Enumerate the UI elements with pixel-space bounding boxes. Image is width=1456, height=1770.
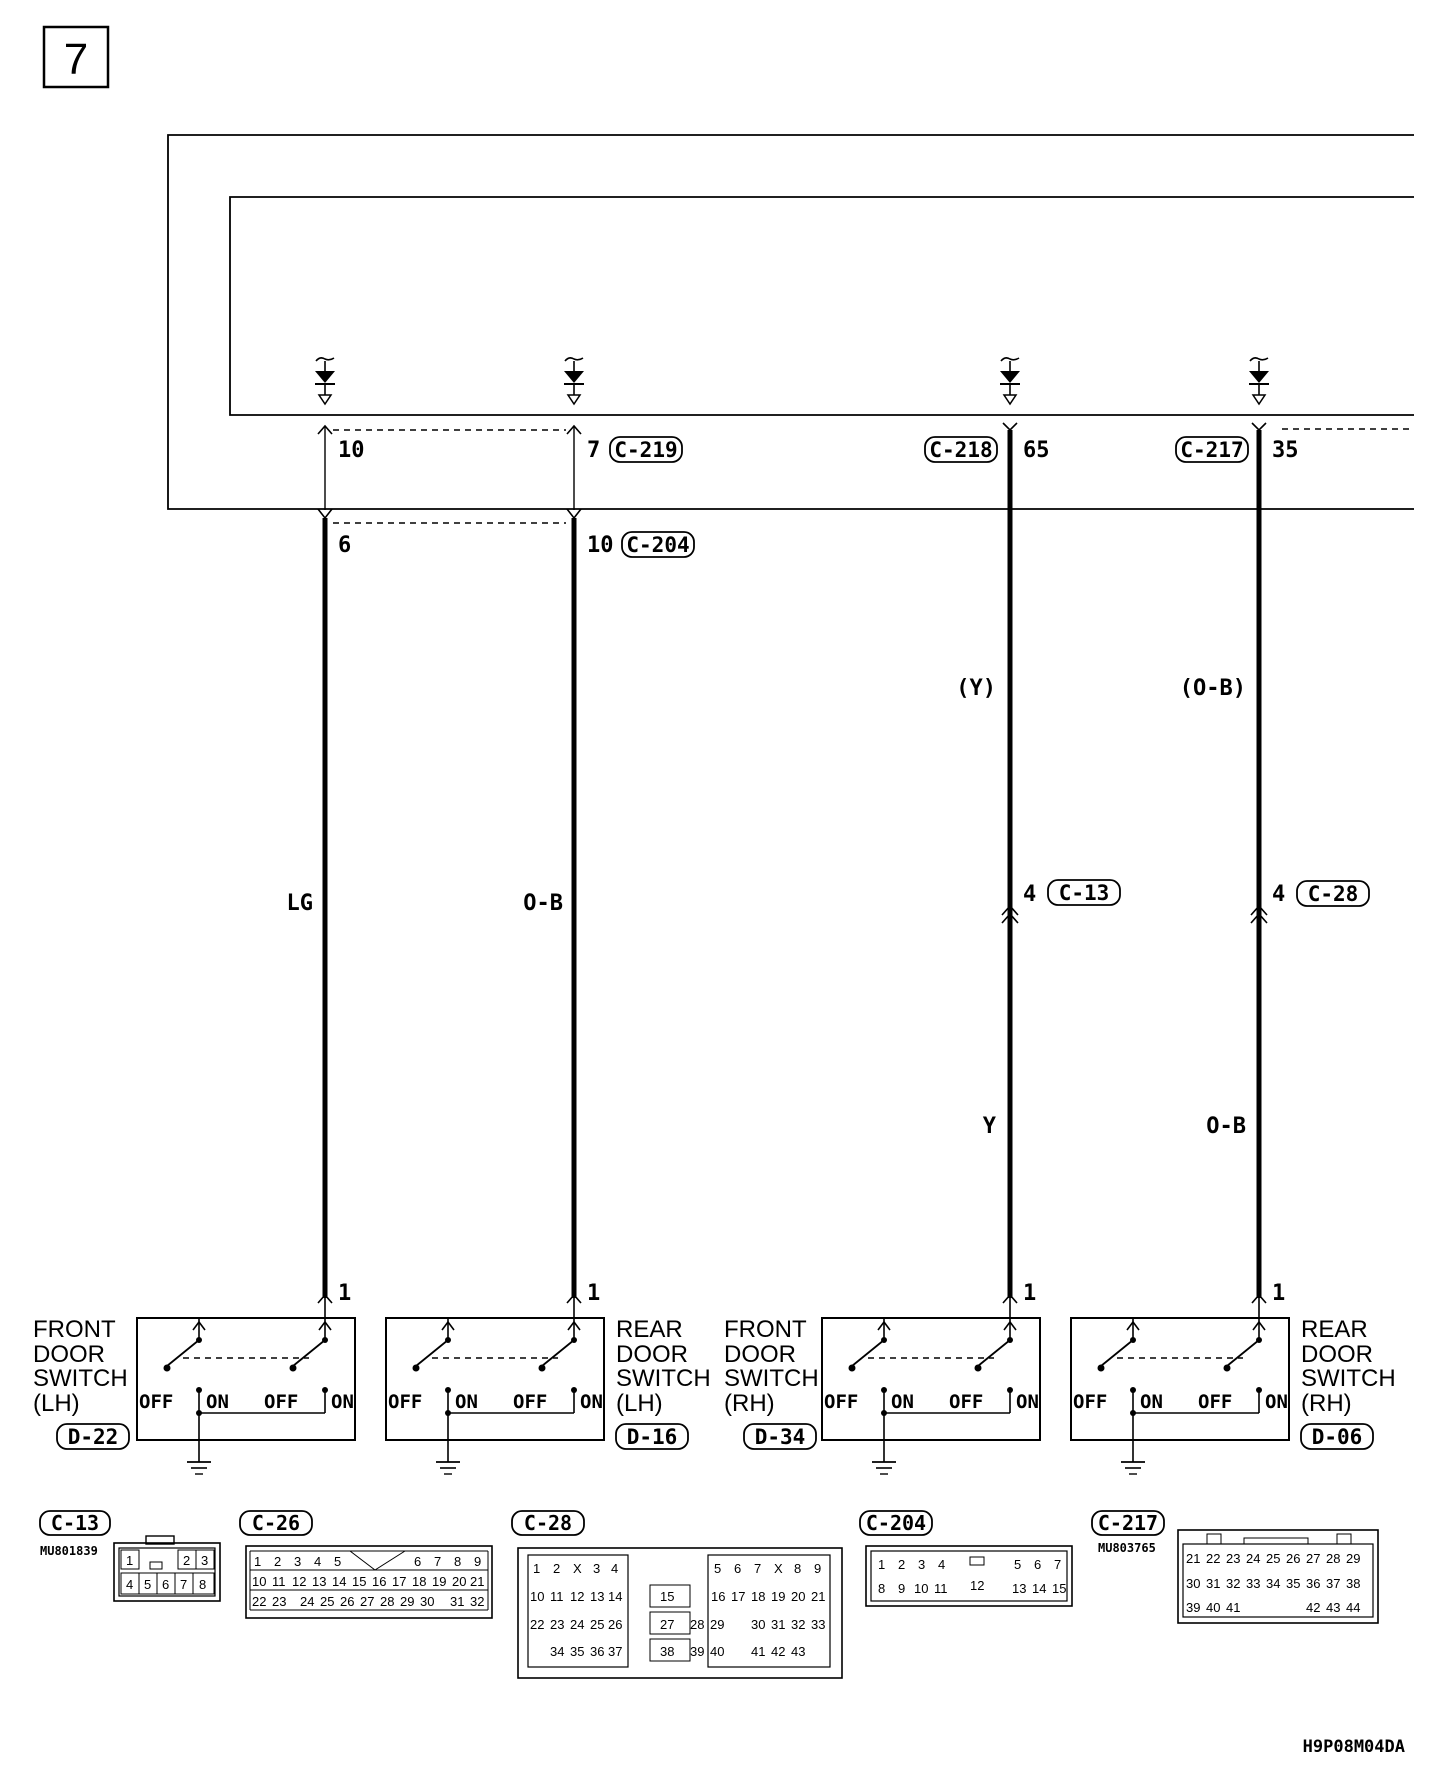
switch-box: [386, 1318, 604, 1440]
pin: X: [774, 1561, 783, 1576]
wire-ob2-upper-color: (O-B): [1179, 676, 1246, 701]
pin: 8: [878, 1581, 886, 1596]
pin: 24: [300, 1594, 315, 1609]
pin: 33: [811, 1617, 826, 1632]
pin: 3: [201, 1553, 209, 1568]
switch-label-line: FRONT: [724, 1316, 807, 1343]
pin: X: [573, 1561, 582, 1576]
switch-label-line: DOOR: [616, 1341, 688, 1368]
switch-on-label: ON: [1016, 1391, 1039, 1413]
pin: 9: [898, 1581, 906, 1596]
pin: 11: [934, 1581, 948, 1596]
pin: 24: [570, 1617, 585, 1632]
pin: 2: [183, 1553, 191, 1568]
pin: 29: [710, 1617, 725, 1632]
pin: 26: [340, 1594, 355, 1609]
pin: 27: [360, 1594, 375, 1609]
connector-c28-label: C-28: [1307, 882, 1359, 906]
pin: 35: [570, 1644, 585, 1659]
pin: 23: [550, 1617, 565, 1632]
pin: 29: [400, 1594, 415, 1609]
pin: 41: [1226, 1600, 1241, 1615]
pin: 12: [970, 1578, 985, 1593]
wire-y-top-pin: 65: [1023, 438, 1050, 463]
switch-conn-label: D-34: [754, 1425, 806, 1449]
wire-ob2-switch-pin: 1: [1272, 1281, 1286, 1306]
pin: 7: [754, 1561, 762, 1576]
pin: 31: [450, 1594, 465, 1609]
pin: 31: [1206, 1576, 1221, 1591]
ground-icon: [1121, 1440, 1145, 1474]
pin: 3: [294, 1554, 302, 1569]
pin: 8: [199, 1577, 207, 1592]
pin: 4: [938, 1557, 946, 1572]
pin: 28: [1326, 1551, 1341, 1566]
pin: 20: [791, 1589, 806, 1604]
conn-c217-name: C-217: [1097, 1511, 1159, 1535]
conn-c26-name: C-26: [251, 1511, 301, 1535]
pin: 19: [771, 1589, 786, 1604]
connector-c217-label: C-217: [1180, 438, 1244, 462]
pin: 9: [474, 1554, 482, 1569]
pin: 21: [811, 1589, 826, 1604]
switch-off-label: OFF: [824, 1391, 859, 1413]
switch-off-label: OFF: [139, 1391, 174, 1413]
pin: 1: [533, 1561, 541, 1576]
switch-box: [822, 1318, 1040, 1440]
pin: 19: [432, 1574, 447, 1589]
pin: 16: [372, 1574, 387, 1589]
wire-ob-top-pin: 7: [587, 438, 601, 463]
ground-icon: [872, 1440, 896, 1474]
switch-conn-label: D-06: [1311, 1425, 1363, 1449]
pin: 12: [570, 1589, 585, 1604]
switch-off-label: OFF: [513, 1391, 548, 1413]
pin: 21: [470, 1574, 485, 1589]
switch-off-label: OFF: [1073, 1391, 1108, 1413]
switch-label-line: (RH): [1301, 1390, 1352, 1417]
pin: 4: [126, 1577, 134, 1592]
switch-conn-label: D-22: [67, 1425, 119, 1449]
pin: 7: [180, 1577, 188, 1592]
pin: 2: [553, 1561, 561, 1576]
pin: 25: [320, 1594, 335, 1609]
connector-c218-label: C-218: [929, 438, 993, 462]
pin: 13: [590, 1589, 605, 1604]
pin: 6: [414, 1554, 422, 1569]
figure-code: H9P08M04DA: [1302, 1737, 1405, 1757]
pin: 7: [434, 1554, 442, 1569]
diode-icon: [315, 358, 335, 404]
connector-c13-label: C-13: [1058, 881, 1110, 905]
pin: 28: [380, 1594, 395, 1609]
wire-ob2-mid-pin: 4: [1272, 882, 1286, 907]
switch-label-line: DOOR: [724, 1341, 796, 1368]
conn-c13-name: C-13: [50, 1511, 100, 1535]
pin: 14: [332, 1574, 347, 1589]
wire-lg-bottom-pin: 6: [338, 533, 352, 558]
wire-y-lower-color: Y: [982, 1114, 996, 1139]
inner-module-outline: [230, 197, 1414, 415]
switch-label-line: DOOR: [33, 1341, 105, 1368]
pin: 33: [1246, 1576, 1261, 1591]
pin: 8: [794, 1561, 802, 1576]
pin: 9: [814, 1561, 822, 1576]
connector-c204-label: C-204: [626, 533, 690, 557]
pin: 14: [608, 1589, 623, 1604]
pin: 31: [771, 1617, 786, 1632]
pin: 13: [1012, 1581, 1027, 1596]
pin: 1: [878, 1557, 886, 1572]
pin: 21: [1186, 1551, 1201, 1566]
pin: 13: [312, 1574, 327, 1589]
pin: 32: [1226, 1576, 1241, 1591]
wire-o-b-left: [567, 426, 581, 1318]
page-number: 7: [63, 35, 89, 84]
pin: 10: [530, 1589, 545, 1604]
pin: 11: [550, 1589, 564, 1604]
ground-icon: [436, 1440, 460, 1474]
pin: 2: [274, 1554, 282, 1569]
conn-c204-name: C-204: [865, 1511, 927, 1535]
pin: 37: [608, 1644, 623, 1659]
pin: 27: [660, 1617, 675, 1632]
pin: 43: [1326, 1600, 1341, 1615]
switch-label-line: REAR: [616, 1316, 683, 1343]
pin: 17: [731, 1589, 746, 1604]
wire-o-b-right: [1251, 423, 1267, 1318]
pin: 6: [734, 1561, 742, 1576]
wire-lg-switch-pin: 1: [338, 1281, 352, 1306]
pin: 23: [1226, 1551, 1241, 1566]
pin: 32: [791, 1617, 806, 1632]
pin: 15: [660, 1589, 675, 1604]
pin: 22: [252, 1594, 267, 1609]
switch-label-line: (LH): [616, 1390, 663, 1417]
pin: 29: [1346, 1551, 1361, 1566]
pin: 38: [1346, 1576, 1361, 1591]
pin: 30: [751, 1617, 766, 1632]
pin: 16: [711, 1589, 726, 1604]
diode-icon: [564, 358, 584, 404]
pin: 24: [1246, 1551, 1261, 1566]
pin: 42: [771, 1644, 786, 1659]
pin: 3: [918, 1557, 926, 1572]
pin: 32: [470, 1594, 485, 1609]
pin: 2: [898, 1557, 906, 1572]
pin: 18: [412, 1574, 427, 1589]
ground-icon: [187, 1440, 211, 1474]
connector-c219-label: C-219: [614, 438, 678, 462]
wire-y-switch-pin: 1: [1023, 1281, 1037, 1306]
wire-lg-top-pin: 10: [338, 438, 365, 463]
pin: 30: [420, 1594, 435, 1609]
pin: 26: [608, 1617, 623, 1632]
switch-box: [1071, 1318, 1289, 1440]
pin: 6: [162, 1577, 170, 1592]
pin: 4: [314, 1554, 322, 1569]
pin: 27: [1306, 1551, 1321, 1566]
diode-icon: [1249, 358, 1269, 404]
pin: 28: [690, 1617, 705, 1632]
pin: 39: [690, 1644, 705, 1659]
switch-label-line: SWITCH: [1301, 1365, 1396, 1392]
pin: 3: [593, 1561, 601, 1576]
pin: 22: [530, 1617, 545, 1632]
pin: 14: [1032, 1581, 1047, 1596]
pin: 38: [660, 1644, 675, 1659]
pin: 41: [751, 1644, 766, 1659]
switch-on-label: ON: [331, 1391, 354, 1413]
wire-ob-color: O-B: [523, 891, 563, 916]
switch-conn-label: D-16: [626, 1425, 678, 1449]
switch-on-label: ON: [580, 1391, 603, 1413]
pin: 42: [1306, 1600, 1321, 1615]
pin: 6: [1034, 1557, 1042, 1572]
switch-on-label: ON: [455, 1391, 478, 1413]
pin: 37: [1326, 1576, 1341, 1591]
pin: 1: [254, 1554, 262, 1569]
pin: 7: [1054, 1557, 1062, 1572]
pin: 25: [590, 1617, 605, 1632]
pin: 17: [392, 1574, 407, 1589]
pin: 10: [252, 1574, 267, 1589]
wire-y-mid-pin: 4: [1023, 882, 1037, 907]
wire-lg: [318, 426, 332, 1318]
pin: 22: [1206, 1551, 1221, 1566]
switch-label-line: SWITCH: [724, 1365, 819, 1392]
pin: 26: [1286, 1551, 1301, 1566]
conn-c28-name: C-28: [523, 1511, 573, 1535]
pin: 23: [272, 1594, 287, 1609]
wire-ob2-lower-color: O-B: [1206, 1114, 1246, 1139]
wire-y-upper-color: (Y): [956, 676, 996, 701]
switch-label-line: SWITCH: [616, 1365, 711, 1392]
wire-y: [1002, 423, 1018, 1318]
pin: 8: [454, 1554, 462, 1569]
pin: 25: [1266, 1551, 1281, 1566]
conn-c13-part: MU801839: [40, 1544, 98, 1558]
pin: 36: [590, 1644, 605, 1659]
connector-c204-face: [866, 1546, 1072, 1606]
pin: 20: [452, 1574, 467, 1589]
pin: 5: [1014, 1557, 1022, 1572]
switch-label-line: FRONT: [33, 1316, 116, 1343]
pin: 10: [914, 1581, 929, 1596]
pin: 5: [334, 1554, 342, 1569]
switch-off-label: OFF: [264, 1391, 299, 1413]
wire-ob-switch-pin: 1: [587, 1281, 601, 1306]
pin: 4: [611, 1561, 619, 1576]
pin: 15: [352, 1574, 367, 1589]
pin: 35: [1286, 1576, 1301, 1591]
switch-off-label: OFF: [388, 1391, 423, 1413]
pin: 30: [1186, 1576, 1201, 1591]
wire-ob-bottom-pin: 10: [587, 533, 614, 558]
pin: 40: [710, 1644, 725, 1659]
wire-ob2-top-pin: 35: [1272, 438, 1299, 463]
pin: 34: [1266, 1576, 1281, 1591]
pin: 12: [292, 1574, 307, 1589]
switch-on-label: ON: [206, 1391, 229, 1413]
wire-lg-color: LG: [286, 891, 313, 916]
switch-on-label: ON: [1265, 1391, 1288, 1413]
pin: 43: [791, 1644, 806, 1659]
pin: 11: [272, 1574, 286, 1589]
switch-label-line: (RH): [724, 1390, 775, 1417]
diode-icon: [1000, 358, 1020, 404]
conn-c217-part: MU803765: [1098, 1541, 1156, 1555]
switch-label-line: REAR: [1301, 1316, 1368, 1343]
switch-label-line: (LH): [33, 1390, 80, 1417]
switch-on-label: ON: [891, 1391, 914, 1413]
pin: 40: [1206, 1600, 1221, 1615]
switch-label-line: DOOR: [1301, 1341, 1373, 1368]
pin: 44: [1346, 1600, 1361, 1615]
pin: 5: [714, 1561, 722, 1576]
switch-off-label: OFF: [949, 1391, 984, 1413]
switch-off-label: OFF: [1198, 1391, 1233, 1413]
pin: 15: [1052, 1581, 1067, 1596]
pin: 36: [1306, 1576, 1321, 1591]
switch-on-label: ON: [1140, 1391, 1163, 1413]
pin: 18: [751, 1589, 766, 1604]
switch-box: [137, 1318, 355, 1440]
pin: 5: [144, 1577, 152, 1592]
switch-label-line: SWITCH: [33, 1365, 128, 1392]
pin: 34: [550, 1644, 565, 1659]
pin: 1: [126, 1553, 134, 1568]
pin: 39: [1186, 1600, 1201, 1615]
